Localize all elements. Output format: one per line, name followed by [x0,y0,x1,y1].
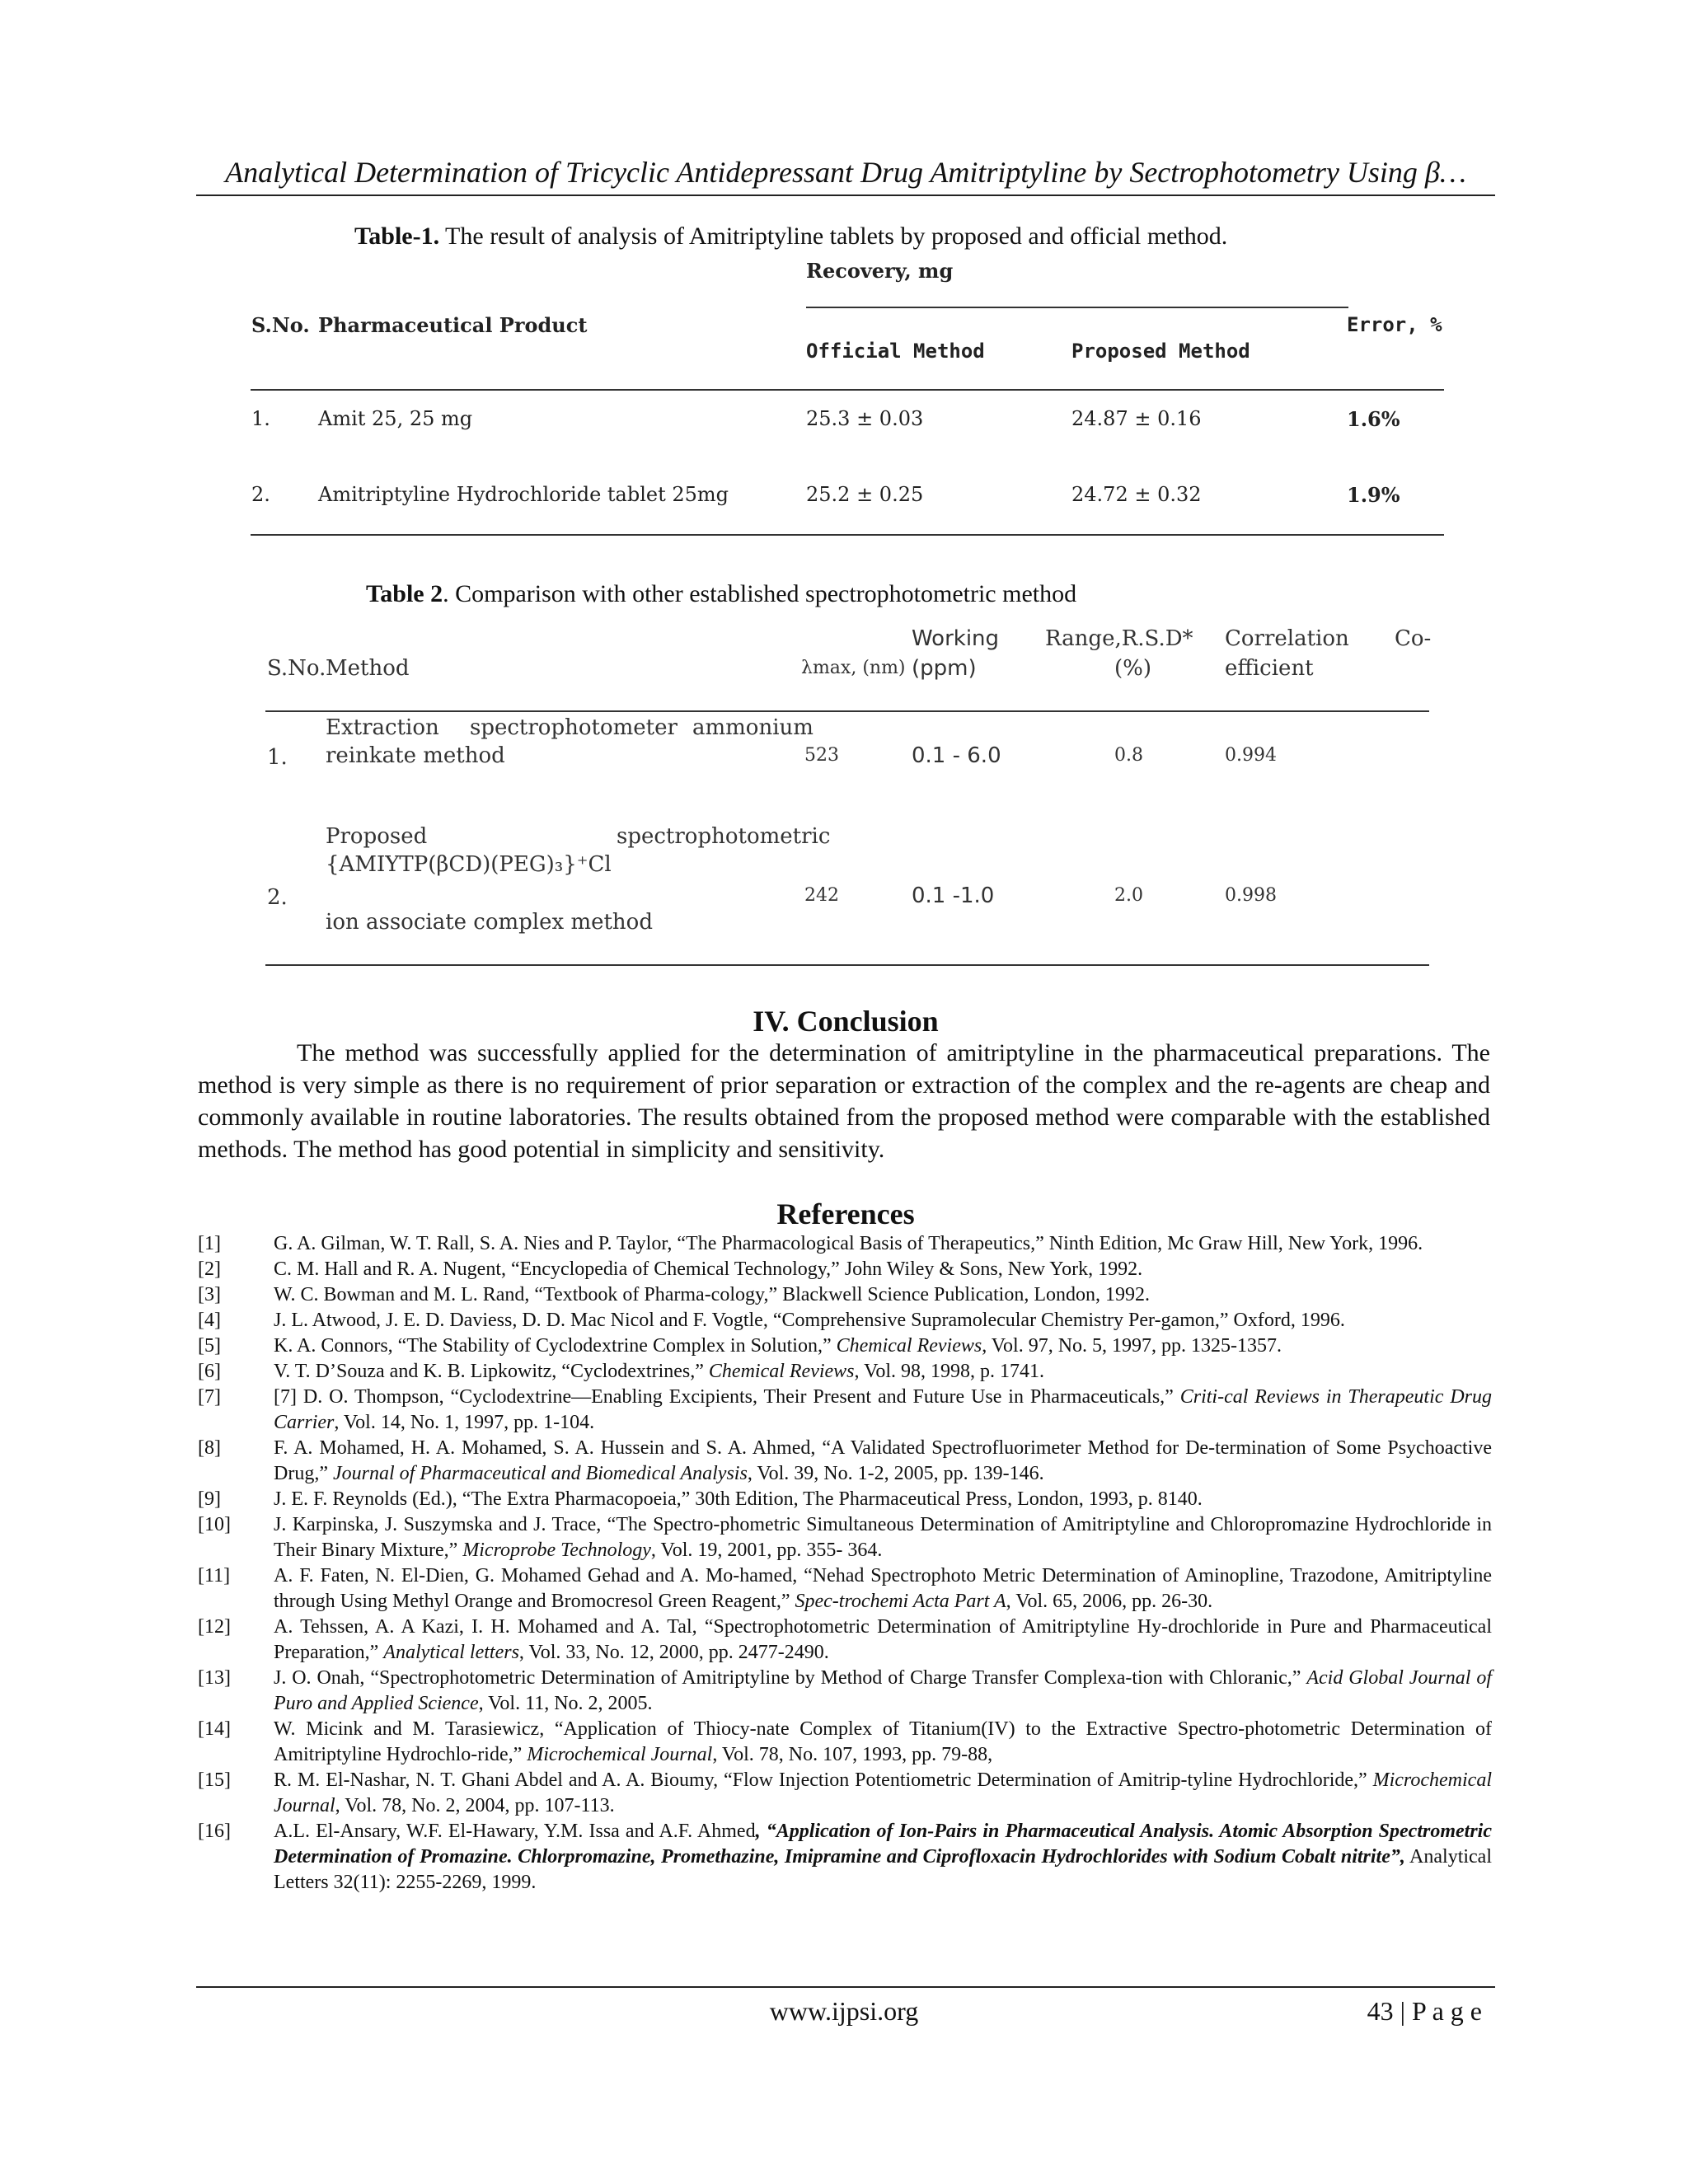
reference-text-main: A. Tehssen, A. A Kazi, I. H. Mohamed and A. Tal, “Spectrophotometric Determination of Amitriptyline Hy-drochloride in Pure and Pharmaceutical Preparation,” [274,1616,1492,1663]
reference-text [274,1512,1492,1563]
table1-caption [354,223,1227,251]
reference-source-title: Chemical Reviews [708,1361,855,1382]
reference-source-title: Analytical letters [383,1642,519,1663]
reference-item [198,1385,1492,1436]
table1-header-official: Official Method [806,340,985,363]
reference-number: [10] [198,1514,231,1535]
reference-source-title: Microchemical Journal [527,1744,713,1765]
reference-number: [2] [198,1258,221,1280]
reference-text-main: A.L. El-Ansary, W.F. El-Hawary, Y.M. Issa and A.F. Ahmed [274,1821,756,1842]
reference-text-main: V. T. D’Souza and K. B. Lipkowitz, “Cyclodextrines,” [274,1361,709,1382]
table2-caption [366,580,1076,608]
reference-text-tail: Analytical Letters 32(11): 2255-2269, 1999. [274,1846,1492,1893]
reference-text-main: [7] D. O. Thompson, “Cyclodextrine—Enabling Excipients, Their Present and Future Use in Pharmaceuticals,” [274,1386,1180,1408]
table2-row2-corr: 0.998 [1225,885,1277,906]
reference-text-main: G. A. Gilman, W. T. Rall, S. A. Nies and P. Taylor, “The Pharmacological Basis of Therapeutics,” Ninth Edition, Mc Graw Hill, New York, 1996. [274,1233,1423,1254]
table2-header-method: Method [326,656,410,681]
reference-text-main: C. M. Hall and R. A. Nugent, “Encyclopedia of Chemical Technology,” John Wiley & Sons, New York, 1992. [274,1258,1143,1280]
reference-number: [6] [198,1361,221,1382]
reference-number: [1] [198,1233,221,1254]
table2-row1-corr: 0.994 [1225,745,1277,766]
table1-header-proposed: Proposed Method [1071,340,1250,363]
table2-caption-text: . Comparison with other established spectrophotometric method [443,580,1077,607]
reference-title-bold: , “Application of Ion-Pairs in Pharmaceutical Analysis. Atomic Absorption Spectrometric Determination of Promazine. Chlorpromazine, Promethazine, Imipramine and Ciprofloxacin Hydrochlorides with Sodium Cobalt nitrite”, [274,1821,1492,1868]
reference-text [274,1436,1492,1487]
reference-item [198,1487,1492,1512]
table1-caption-text: The result of analysis of Amitriptyline tablets by proposed and official method. [439,223,1228,250]
page-number: 43 | P a g e [1367,1996,1482,2026]
reference-source-title: Microchemical Journal [274,1769,1492,1816]
table2-header-working-1: Working [912,626,1000,651]
table1-header-rule [251,389,1444,391]
reference-text-tail: , Vol. 19, 2001, pp. 355- 364. [650,1540,883,1561]
table2-header-range-1: Range,R.S.D* [1045,626,1193,651]
reference-text-main: J. Karpinska, J. Suszymska and J. Trace, “The Spectro-phometric Simultaneous Determination of Amitriptyline and Chloropromazine Hydrochloride in Their Binary Mixture,” [274,1514,1492,1561]
header-rule [196,194,1495,196]
reference-text [274,1308,1492,1333]
table1-bottom-rule [251,534,1444,536]
reference-item [198,1333,1492,1359]
reference-number: [12] [198,1616,231,1638]
reference-text-tail: , Vol. 78, No. 2, 2004, pp. 107-113. [335,1795,615,1816]
table2-row1-rsd: 0.8 [1114,745,1143,766]
table2-row2-rsd: 2.0 [1114,885,1143,906]
reference-number: [16] [198,1821,231,1842]
reference-number: [5] [198,1335,221,1357]
reference-item [198,1563,1492,1615]
reference-text-main: J. L. Atwood, J. E. D. Daviess, D. D. Mac Nicol and F. Vogtle, “Comprehensive Supramolecular Chemistry Per-gamon,” Oxford, 1996. [274,1310,1345,1331]
reference-item [198,1717,1492,1768]
reference-source-title: Criti-cal Reviews in Therapeutic Drug Carrier [274,1386,1492,1433]
reference-item [198,1257,1492,1282]
reference-number: [7] [198,1386,221,1408]
table1-row1-error: 1.6% [1347,407,1400,431]
reference-text [274,1666,1492,1717]
reference-text-main: J. O. Onah, “Spectrophotometric Determination of Amitriptyline by Method of Charge Transfer Complexa-tion with Chloranic,” [274,1667,1307,1689]
table2-header-working-2: (ppm) [912,656,977,681]
reference-source-title: Acid Global Journal of Puro and Applied Science [274,1667,1492,1714]
table2-row1-working: 0.1 - 6.0 [912,743,1001,768]
table2-row2-method-line3: ion associate complex method [326,910,653,935]
reference-text-main: W. C. Bowman and M. L. Rand, “Textbook of Pharma-cology,” Blackwell Science Publication, London, 1992. [274,1284,1151,1305]
reference-text [274,1487,1492,1512]
footer-rule [196,1986,1495,1988]
table2-header-co: Co- [1395,626,1432,651]
table2-header-rule [265,710,1429,712]
reference-text [274,1819,1492,1896]
reference-number: [14] [198,1718,231,1740]
reference-item [198,1308,1492,1333]
reference-source-title: Spec-trochemi Acta Part A [795,1591,1006,1612]
reference-number: [8] [198,1437,221,1459]
table2-row1-method-word3: ammonium [692,715,814,740]
table2-row2-method-word2: spectrophotometric [617,824,831,849]
table2-row2-method-line2: {AMIYTP(βCD)(PEG)₃}⁺Cl [326,852,612,877]
table1-header-recovery: Recovery, mg [806,259,954,283]
reference-item [198,1512,1492,1563]
reference-source-title: Microprobe Technology [462,1540,651,1561]
table2-row2-working: 0.1 -1.0 [912,883,995,908]
table1-caption-label: Table-1. [354,223,440,250]
table2-bottom-rule [265,964,1429,966]
conclusion-heading: IV. Conclusion [753,1005,939,1038]
reference-text-tail: , Vol. 14, No. 1, 1997, pp. 1-104. [334,1412,595,1433]
reference-item [198,1282,1492,1308]
table2-row1-method-word2: spectrophotometer [470,715,678,740]
reference-text-tail: , Vol. 97, No. 5, 1997, pp. 1325-1357. [982,1335,1282,1357]
reference-number: [13] [198,1667,231,1689]
running-title: Analytical Determination of Tricyclic Antidepressant Drug Amitriptyline by Sectrophotometry Using β… [225,156,1466,189]
reference-text-main: J. E. F. Reynolds (Ed.), “The Extra Pharmacopoeia,” 30th Edition, The Pharmaceutical Press, London, 1993, p. 8140. [274,1488,1203,1510]
table1-row1-proposed: 24.87 ± 0.16 [1071,407,1202,430]
table1-recovery-rule [806,307,1348,308]
reference-item [198,1615,1492,1666]
reference-item [198,1768,1492,1819]
reference-text [274,1359,1492,1385]
reference-item [198,1436,1492,1487]
reference-text-main: K. A. Connors, “The Stability of Cyclodextrine Complex in Solution,” [274,1335,837,1357]
table2-row2-sno: 2. [267,885,288,910]
reference-text-tail: , Vol. 39, No. 1-2, 2005, pp. 139-146. [747,1463,1044,1484]
reference-text-main: F. A. Mohamed, H. A. Mohamed, S. A. Hussein and S. A. Ahmed, “A Validated Spectrofluorimeter Method for De-termination of Some Psychoactive Drug,” [274,1437,1492,1484]
table1-header-error: Error, % [1347,313,1442,336]
table2-row1-method-line2: reinkate method [326,743,505,768]
table2-header-sno: S.No. [267,656,326,681]
reference-source-title: Chemical Reviews [836,1335,982,1357]
table2-row1-method-word1: Extraction [326,715,439,740]
reference-text [274,1615,1492,1666]
reference-text-tail: , Vol. 78, No. 107, 1993, pp. 79-88, [712,1744,993,1765]
table2-caption-label: Table 2 [366,580,443,607]
table2-header-corr-2: efficient [1225,656,1314,681]
table1-row2-proposed: 24.72 ± 0.32 [1071,483,1202,506]
reference-text-main: A. F. Faten, N. El-Dien, G. Mohamed Gehad and A. Mo-hamed, “Nehad Spectrophoto Metric Determination of Aminopline, Trazodone, Amitriptyline through Using Methyl Orange and Bromocresol Green Reagent,” [274,1565,1492,1612]
table1-row2-sno: 2. [251,483,270,506]
table1-row2-error: 1.9% [1347,483,1400,507]
conclusion-paragraph: The method was successfully applied for the determination of amitriptyline in the pharmaceutical preparations. The method is very simple as there is no requirement of prior separation or extraction of the complex and the re-agents are cheap and commonly available in routine laboratories. The results obtained from the proposed method were comparable with the established methods. The method has good potential in simplicity and sensitivity. [198,1039,1490,1163]
table2-row1-lambda: 523 [804,745,839,766]
table2-row1-sno: 1. [267,745,288,770]
table1-row1-product: Amit 25, 25 mg [318,407,473,430]
table1-row1-official: 25.3 ± 0.03 [806,407,924,430]
table2-header-lambda: λmax, (nm) [801,658,906,678]
reference-item [198,1231,1492,1257]
reference-text [274,1282,1492,1308]
reference-number: [4] [198,1310,221,1331]
reference-item [198,1666,1492,1717]
reference-text-tail: , Vol. 33, No. 12, 2000, pp. 2477-2490. [518,1642,829,1663]
reference-item [198,1359,1492,1385]
reference-number: [3] [198,1284,221,1305]
table2-header-corr-1: Correlation [1225,626,1349,651]
reference-number: [15] [198,1769,231,1791]
references-heading: References [776,1197,915,1230]
reference-text-tail: , Vol. 98, 1998, p. 1741. [854,1361,1045,1382]
reference-source-title: Journal of Pharmaceutical and Biomedical Analysis [332,1463,748,1484]
reference-number: [9] [198,1488,221,1510]
reference-text [274,1385,1492,1436]
reference-text [274,1768,1492,1819]
table2-row2-lambda: 242 [804,885,839,906]
reference-text [274,1333,1492,1359]
reference-item [198,1819,1492,1896]
reference-text [274,1717,1492,1768]
reference-text [274,1257,1492,1282]
table2-header-range-2: (%) [1114,656,1151,681]
table1-row2-product: Amitriptyline Hydrochloride tablet 25mg [318,483,729,506]
reference-list [198,1231,1492,1896]
reference-text [274,1231,1492,1257]
footer-url[interactable]: www.ijpsi.org [769,1996,919,2026]
reference-text [274,1563,1492,1615]
reference-text-tail: , Vol. 11, No. 2, 2005. [478,1693,653,1714]
table1-row1-sno: 1. [251,407,270,430]
table2-row2-method-word1: Proposed [326,824,428,849]
table1-header-product: Pharmaceutical Product [318,313,588,337]
table1-header-sno: S.No. [251,313,310,337]
reference-text-tail: , Vol. 65, 2006, pp. 26-30. [1006,1591,1213,1612]
reference-number: [11] [198,1565,231,1586]
table1-row2-official: 25.2 ± 0.25 [806,483,924,506]
reference-text-main: R. M. El-Nashar, N. T. Ghani Abdel and A. A. Bioumy, “Flow Injection Potentiometric Determination of Amitrip-tyline Hydrochloride,” [274,1769,1373,1791]
reference-text-main: W. Micink and M. Tarasiewicz, “Application of Thiocy-nate Complex of Titanium(IV) to the Extractive Spectro-photometric Determination of Amitriptyline Hydrochlo-ride,” [274,1718,1492,1765]
